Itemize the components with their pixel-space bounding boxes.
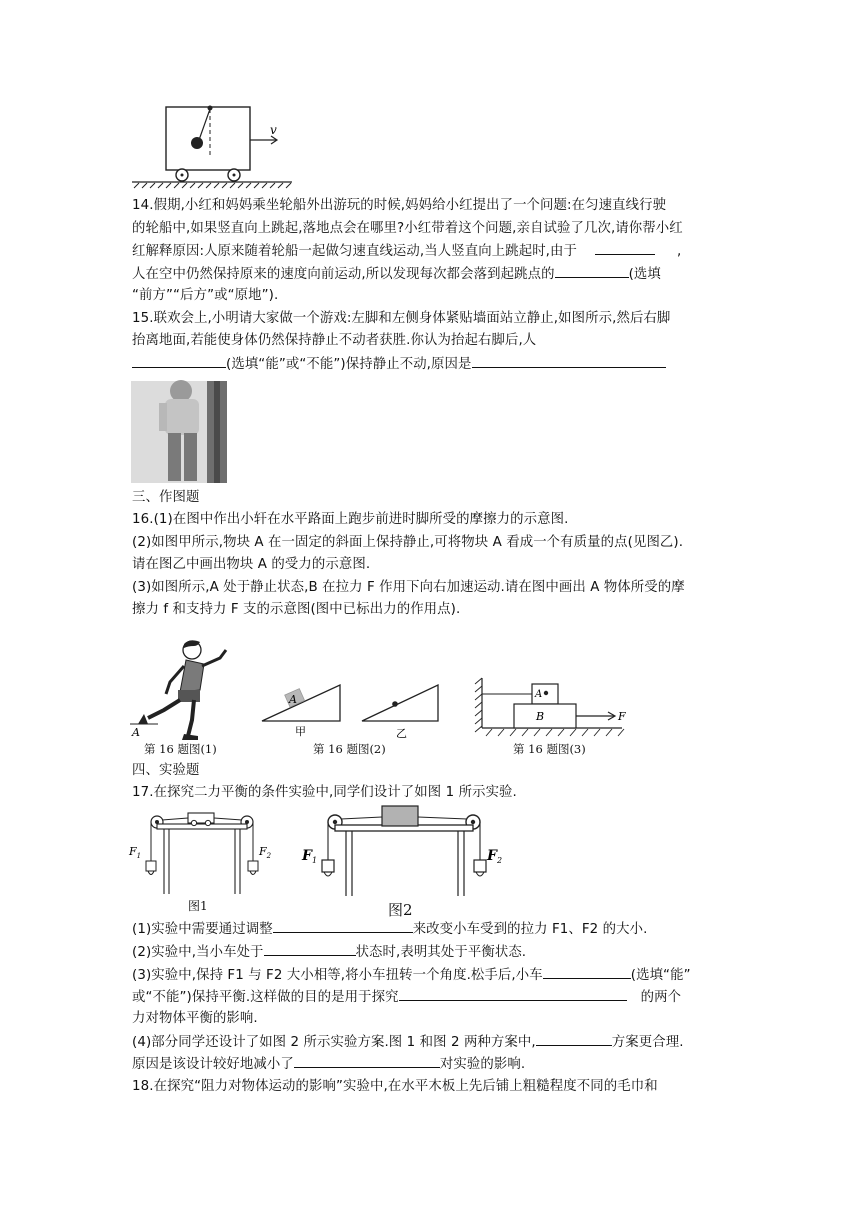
fig17-1-caption: 图1 <box>188 899 208 913</box>
q17-s3-cont: 或“不能”)保持平衡.这样做的目的是用于探究 <box>132 990 399 1005</box>
q14-line4-tail: (选填 <box>628 267 661 282</box>
q17-s2 <box>132 941 732 964</box>
q17-s3-line1 <box>132 964 732 987</box>
fig1-f1-label: F <box>129 845 137 858</box>
q17-s4-cont: 原因是该设计较好地减小了 <box>132 1057 294 1072</box>
equilibrium-figure-2 <box>300 800 512 908</box>
q17-s4-text: (4)部分同学还设计了如图 2 所示实验方案.图 1 和图 2 两种方案中, <box>132 1035 536 1050</box>
q16-line4: (3)如图所示,A 处于静止状态,B 在拉力 F 作用下向右加速运动.请在图中画出 A 物体所受的摩 <box>132 580 685 595</box>
fig-yi-label: 乙 <box>396 727 407 740</box>
fig-jia-label: 甲 <box>295 725 306 738</box>
q14-line1: 14.假期,小红和妈妈乘坐轮船外出游玩的时候,妈妈给小红提出了一个问题:在匀速直线行驶 <box>132 198 667 213</box>
fig2-f1-sub: 1 <box>311 856 318 865</box>
block-a-top-label: A <box>535 689 543 700</box>
incline-figure <box>260 673 445 741</box>
section-4-title: 四、实验题 <box>132 763 200 778</box>
svg-text:F1 <box>301 848 317 865</box>
q17-s4-cont-tail: 对实验的影响. <box>439 1057 526 1072</box>
q15-blank-1[interactable] <box>132 353 226 368</box>
q17-s2-tail: 状态时,表明其处于平衡状态. <box>355 945 527 960</box>
q14-line3-comma: , <box>677 244 682 259</box>
q16-line1: 16.(1)在图中作出小轩在水平路面上跑步前进时脚所受的摩擦力的示意图. <box>132 512 569 527</box>
q14-blank-1[interactable] <box>595 240 655 255</box>
cart-pendulum-figure <box>130 100 300 192</box>
q17-blank-1[interactable] <box>273 918 413 933</box>
q17-s4-line1 <box>132 1031 732 1054</box>
q14-line5: “前方”“后方”或“原地”). <box>132 288 279 303</box>
svg-text:F2 <box>486 848 502 865</box>
q17-s3-text: (3)实验中,保持 F1 与 F2 大小相等,将小车扭转一个角度.松手后,小车 <box>132 968 543 983</box>
person-wall-photo <box>131 381 227 483</box>
q17-s3-tail: (选填“能” <box>630 968 691 983</box>
q17-s1 <box>132 918 732 941</box>
svg-text:F2 <box>258 845 272 860</box>
q17-s1-tail: 来改变小车受到的拉力 F1、F2 的大小. <box>412 922 648 937</box>
q14-line4 <box>132 263 732 286</box>
fig16-2-caption: 第 16 题图(2) <box>313 742 386 756</box>
fig1-f1-sub: 1 <box>136 852 142 860</box>
q14-line2: 的轮船中,如果竖直向上跳起,落地点会在哪里?小红带着这个问题,亲自试验了几次,请你帮小红 <box>132 221 683 236</box>
fig2-f2-label: F <box>487 848 497 864</box>
q14-line4-text: 人在空中仍然保持原来的速度向前运动,所以发现每次都会落到起跳点的 <box>132 267 555 282</box>
q14-line3 <box>132 240 732 263</box>
block-b-label: B <box>536 710 545 723</box>
q15-line3-text: (选填“能”或“不能”)保持静止不动,原因是 <box>226 357 472 372</box>
q17-blank-2[interactable] <box>264 941 356 956</box>
q15-line3 <box>132 353 732 376</box>
q17-s3-line3: 力对物体平衡的影响. <box>132 1011 258 1026</box>
q17-s3-cont-tail: 的两个 <box>640 990 682 1005</box>
runner-figure <box>128 638 240 750</box>
q17-s1-text: (1)实验中需要通过调整 <box>132 922 273 937</box>
q17-s2-text: (2)实验中,当小车处于 <box>132 945 264 960</box>
q17-s4-line2 <box>132 1053 732 1076</box>
q17-s3-line2 <box>132 986 732 1009</box>
q17-s4-tail: 方案更合理. <box>611 1035 684 1050</box>
q16-line2: (2)如图甲所示,物块 A 在一固定的斜面上保持静止,可将物块 A 看成一个有质量的点(见图乙). <box>132 535 684 550</box>
fig1-f2-sub: 2 <box>266 852 272 860</box>
blocks-figure <box>472 676 637 738</box>
fig17-2-caption: 图2 <box>388 901 413 919</box>
svg-text:F1 <box>128 845 141 860</box>
q18-line1: 18.在探究“阻力对物体运动的影响”实验中,在水平木板上先后铺上粗糙程度不同的毛巾和 <box>132 1079 658 1094</box>
q17-blank-6[interactable] <box>294 1053 440 1068</box>
section-3-title: 三、作图题 <box>132 490 200 505</box>
q16-line5: 擦力 f 和支持力 F 支的示意图(图中已标出力的作用点). <box>132 602 461 617</box>
q14-line3-text: 红解释原因:人原来随着轮船一起做匀速直线运动,当人竖直向上跳起时,由于 <box>132 244 578 259</box>
runner-point-label: A <box>132 726 140 739</box>
force-f-label: F <box>618 710 626 723</box>
q15-line2: 抬离地面,若能使身体仍然保持静止不动者获胜.你认为抬起右脚后,人 <box>132 333 537 348</box>
q17-intro: 17.在探究二力平衡的条件实验中,同学们设计了如图 1 所示实验. <box>132 785 517 800</box>
q15-blank-2[interactable] <box>472 353 666 368</box>
fig2-f1-label: F <box>302 848 312 864</box>
fig1-f2-label: F <box>259 845 267 858</box>
fig16-3-caption: 第 16 题图(3) <box>513 742 586 756</box>
q14-blank-2[interactable] <box>555 263 629 278</box>
velocity-label: v <box>270 123 277 137</box>
fig16-1-caption: 第 16 题图(1) <box>144 742 217 756</box>
equilibrium-figure-1 <box>128 808 274 908</box>
q15-line1: 15.联欢会上,小明请大家做一个游戏:左脚和左侧身体紧贴墙面站立静止,如图所示,然后右脚 <box>132 311 671 326</box>
block-a-label: A <box>289 693 297 706</box>
q16-line3: 请在图乙中画出物块 A 的受力的示意图. <box>132 557 371 572</box>
fig2-f2-sub: 2 <box>496 856 503 865</box>
q17-blank-4[interactable] <box>399 986 627 1001</box>
q17-blank-5[interactable] <box>536 1031 612 1046</box>
q17-blank-3[interactable] <box>543 964 631 979</box>
